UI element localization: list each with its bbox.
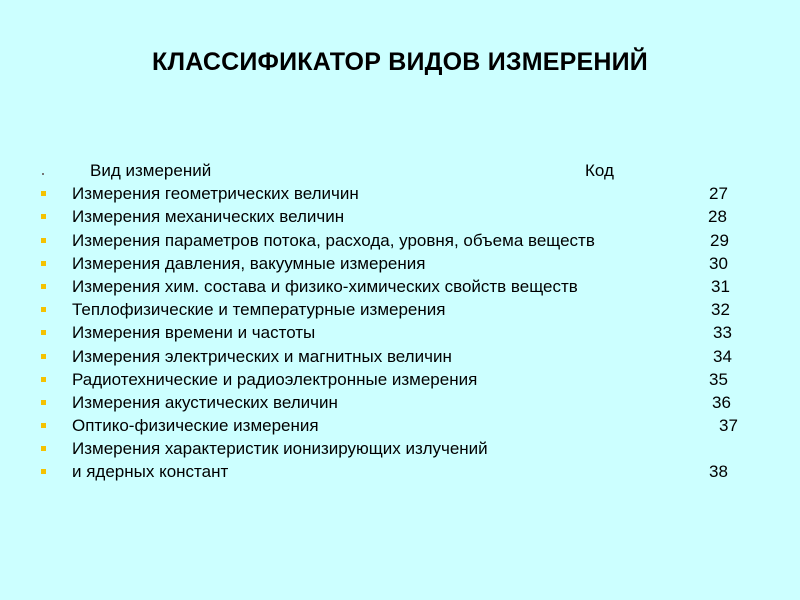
item-name: Измерения акустических величин [72,392,338,412]
item-code: 34 [713,346,732,366]
bullet-marker [41,284,46,289]
list-item [0,252,800,275]
item-name: Оптико-физические измерения [72,416,319,436]
item-name: Измерения давления, вакуумные измерения [72,253,426,273]
bullet-marker [41,377,46,382]
list-item [0,414,800,437]
list-item [0,345,800,368]
bullet-marker [41,307,46,312]
bullet-marker [41,469,46,474]
list-item [0,205,800,228]
item-code: 31 [711,276,730,296]
item-code: 36 [712,392,731,412]
item-name: Теплофизические и температурные измерения [72,300,446,320]
item-code: 32 [711,300,730,320]
item-name: Измерения геометрических величин [72,184,359,204]
item-code: 28 [708,207,727,227]
item-name: Измерения электрических и магнитных величин [72,346,452,366]
bullet-marker [41,261,46,266]
bullet-marker [41,238,46,243]
page-title: КЛАССИФИКАТОР ВИДОВ ИЗМЕРЕНИЙ [152,48,648,76]
classifier-list [0,159,800,484]
bullet-marker [41,400,46,405]
item-code: 38 [709,462,728,482]
header-code: Код [585,161,614,180]
item-code: 37 [719,416,738,436]
item-code: 27 [709,184,728,204]
item-name: и ядерных констант [72,462,229,482]
item-name: Измерения параметров потока, расхода, уровня, объема веществ [72,230,595,250]
item-code: 35 [709,369,728,389]
list-item [0,298,800,321]
bullet-marker [41,214,46,219]
item-name: Измерения времени и частоты [72,323,316,343]
item-name: Измерения хим. состава и физико-химических свойств веществ [72,276,578,296]
header-name: Вид измерений [90,161,212,180]
bullet-marker [41,446,46,451]
bullet-marker [41,330,46,335]
list-item [0,275,800,298]
item-code: 33 [713,323,732,343]
list-item [0,368,800,391]
bullet-marker [41,354,46,359]
item-code: 29 [710,230,729,250]
list-item [0,321,800,344]
bullet-marker [41,423,46,428]
list-item [0,437,800,460]
bullet-marker [42,173,44,175]
bullet-marker [41,191,46,196]
list-item [0,460,800,483]
item-name: Измерения характеристик ионизирующих излучений [72,439,488,459]
item-name: Измерения механических величин [72,207,345,227]
list-item [0,229,800,252]
list-item [0,182,800,205]
item-name: Радиотехнические и радиоэлектронные измерения [72,369,478,389]
list-header [0,159,800,182]
list-item [0,391,800,414]
item-code: 30 [709,253,728,273]
